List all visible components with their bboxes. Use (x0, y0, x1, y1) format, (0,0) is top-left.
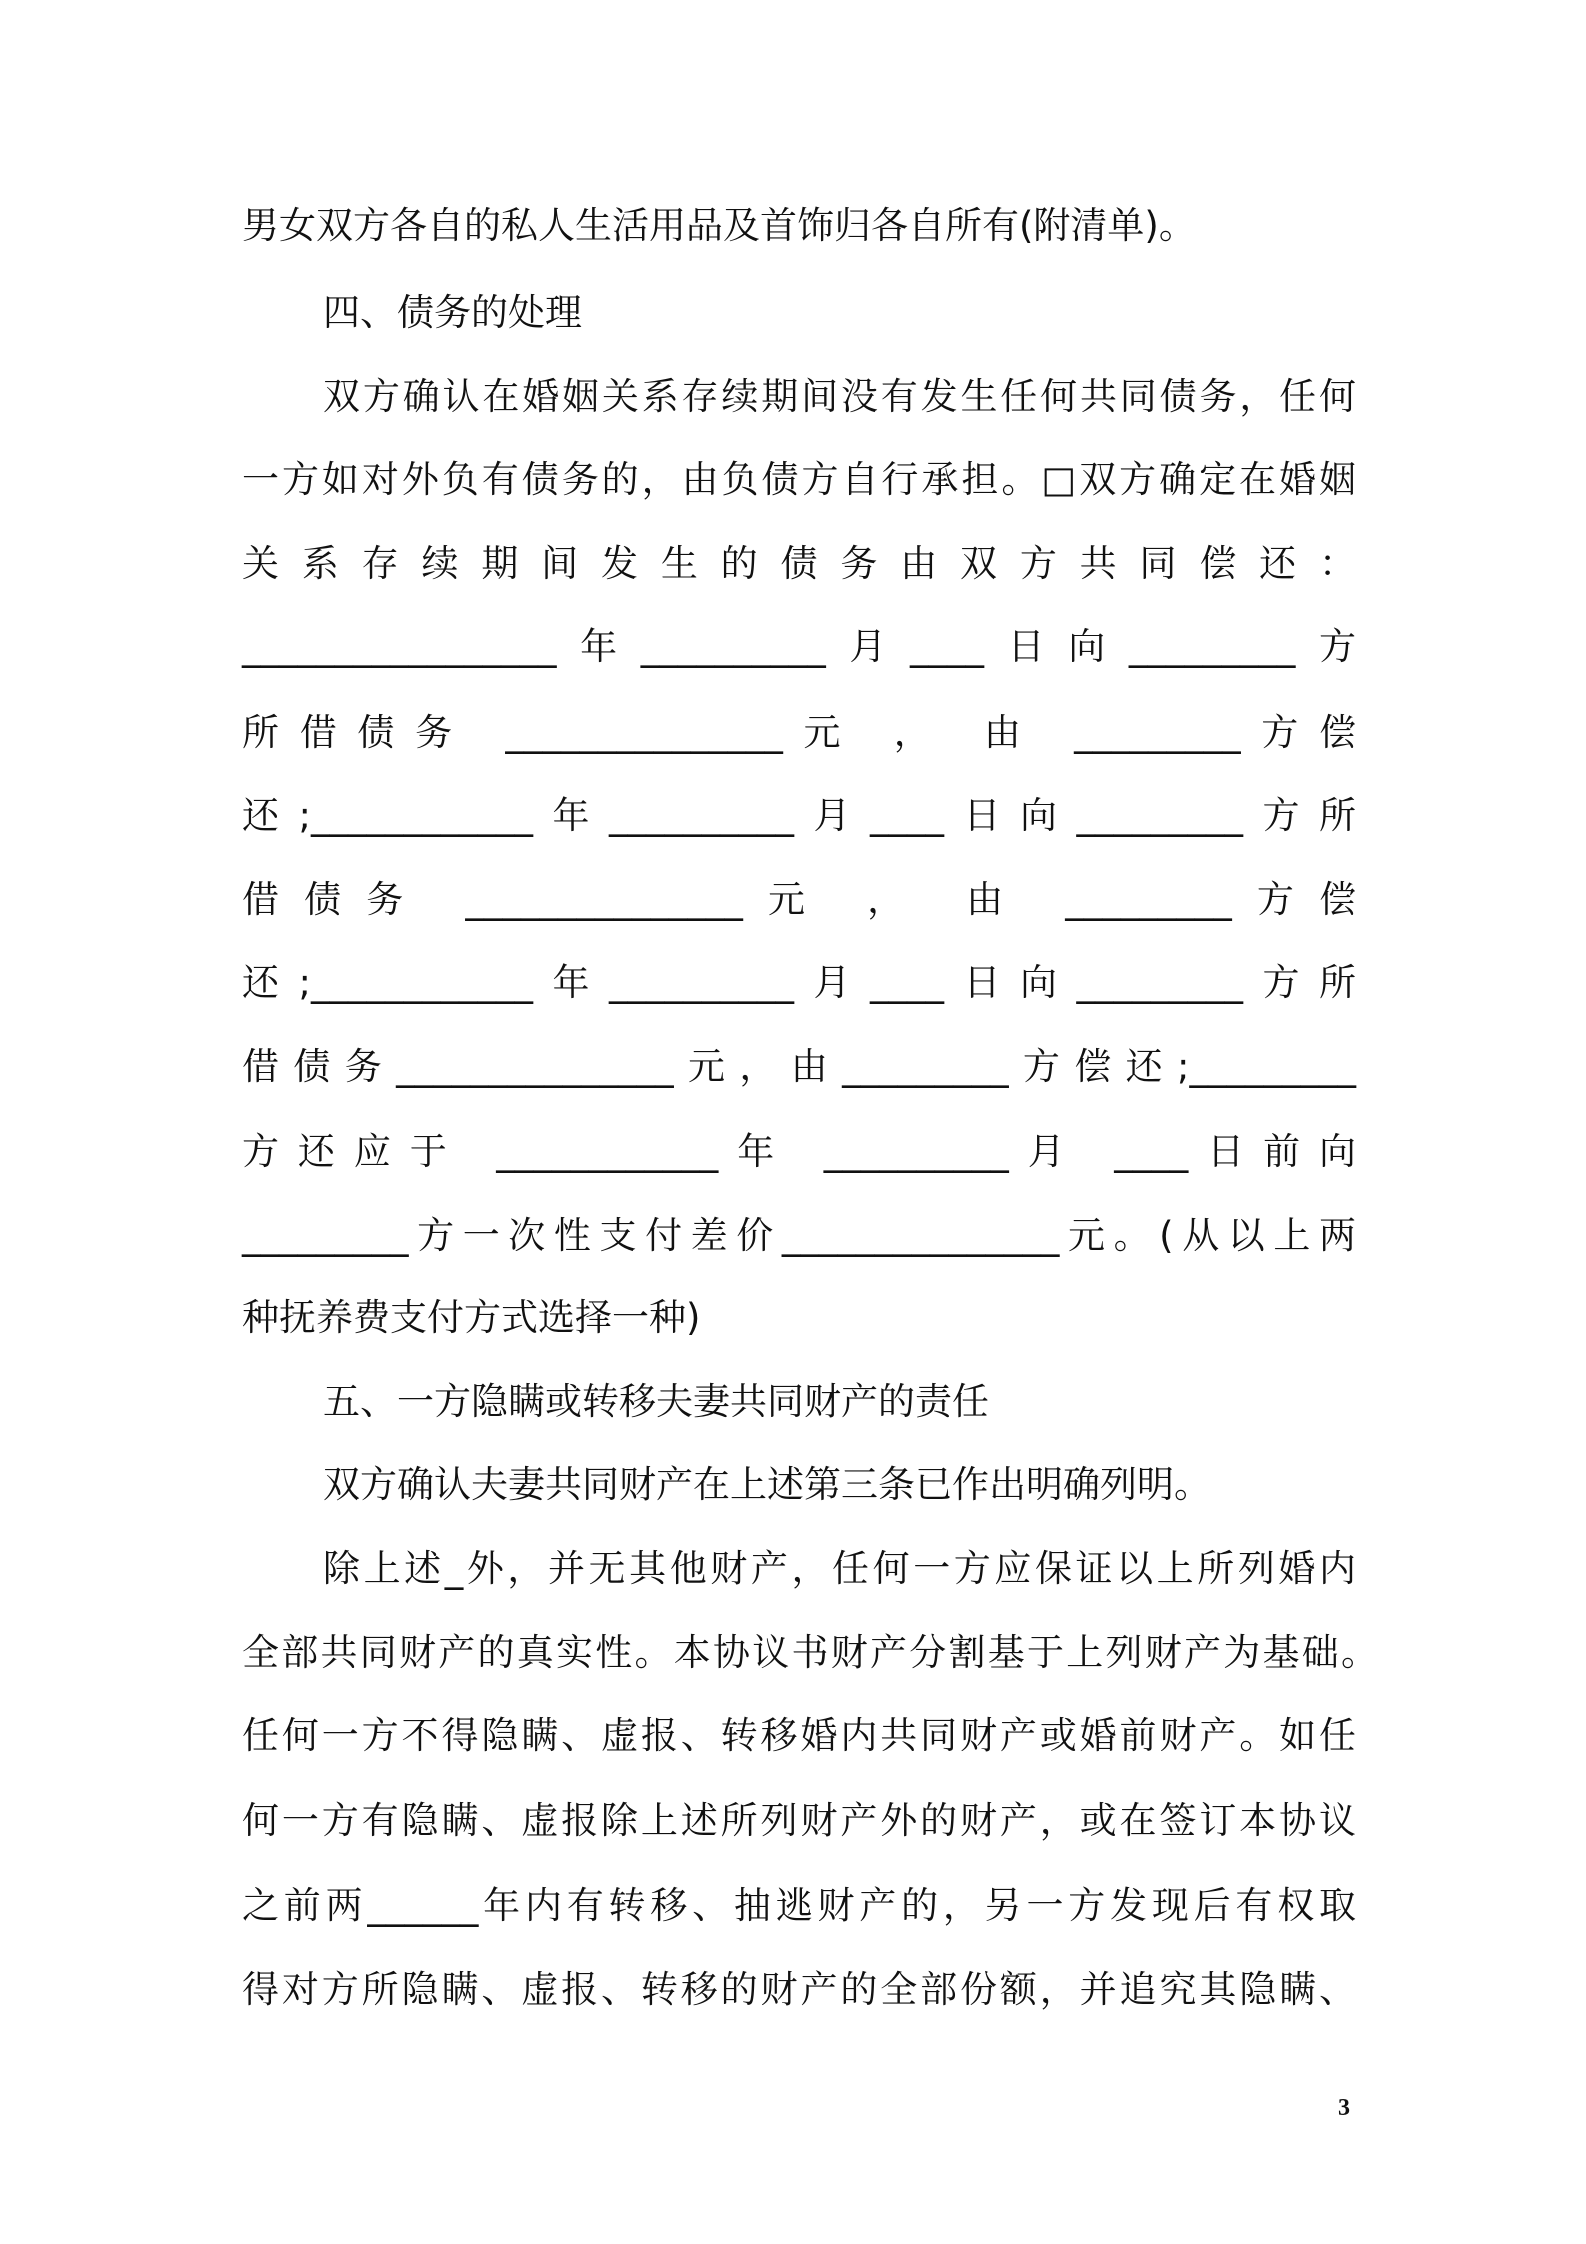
body-text-line: _________方一次性支付差价_______________元。(从以上两 (242, 1214, 1356, 1257)
body-text-line: 还;____________年__________月____日向_________方所 (242, 794, 1356, 837)
section-heading: 四、债务的处理 (323, 291, 582, 334)
body-text-line: _________________年__________月____日向_________方 (242, 625, 1356, 668)
section-heading: 五、一方隐瞒或转移夫妻共同财产的责任 (323, 1380, 989, 1423)
body-text-line: 双方确认在婚姻关系存续期间没有发生任何共同债务，任何 (323, 375, 1356, 418)
body-text-line: 双方确认夫妻共同财产在上述第三条已作出明确列明。 (323, 1463, 1211, 1506)
body-text-line: 借债务 _______________元 ， 由 _________方偿 (242, 878, 1356, 921)
body-text-line: 全部共同财产的真实性。本协议书财产分割基于上列财产为基础。 (242, 1631, 1378, 1674)
body-text-line: 借债务_______________元，由_________方偿还;_________ (242, 1045, 1356, 1088)
page-number: 3 (1338, 2095, 1350, 2121)
body-text-line: 之前两______年内有转移、抽逃财产的，另一方发现后有权取 (242, 1884, 1356, 1927)
body-text-line: 种抚养费支付方式选择一种) (242, 1296, 701, 1339)
body-text-line: 一方如对外负有债务的，由负债方自行承担。□双方确定在婚姻 (242, 458, 1356, 501)
body-text-line: 所借债务 _______________元 ， 由 _________方偿 (242, 711, 1356, 754)
body-text-line: 得对方所隐瞒、虚报、转移的财产的全部份额，并追究其隐瞒、 (242, 1968, 1356, 2011)
body-text-line: 关系存续期间发生的债务由双方共同偿还： (242, 542, 1356, 585)
body-text-line: 任何一方不得隐瞒、虚报、转移婚内共同财产或婚前财产。如任 (242, 1714, 1356, 1757)
body-text-line: 何一方有隐瞒、虚报除上述所列财产外的财产，或在签订本协议 (242, 1799, 1356, 1842)
body-text-line: 还;____________年__________月____日向_________方所 (242, 961, 1356, 1004)
body-text-line: 除上述_外，并无其他财产，任何一方应保证以上所列婚内 (323, 1547, 1356, 1590)
body-text-line: 男女双方各自的私人生活用品及首饰归各自所有(附清单)。 (242, 204, 1196, 247)
body-text-line: 方还应于 ____________年 __________月 ____日前向 (242, 1130, 1356, 1173)
